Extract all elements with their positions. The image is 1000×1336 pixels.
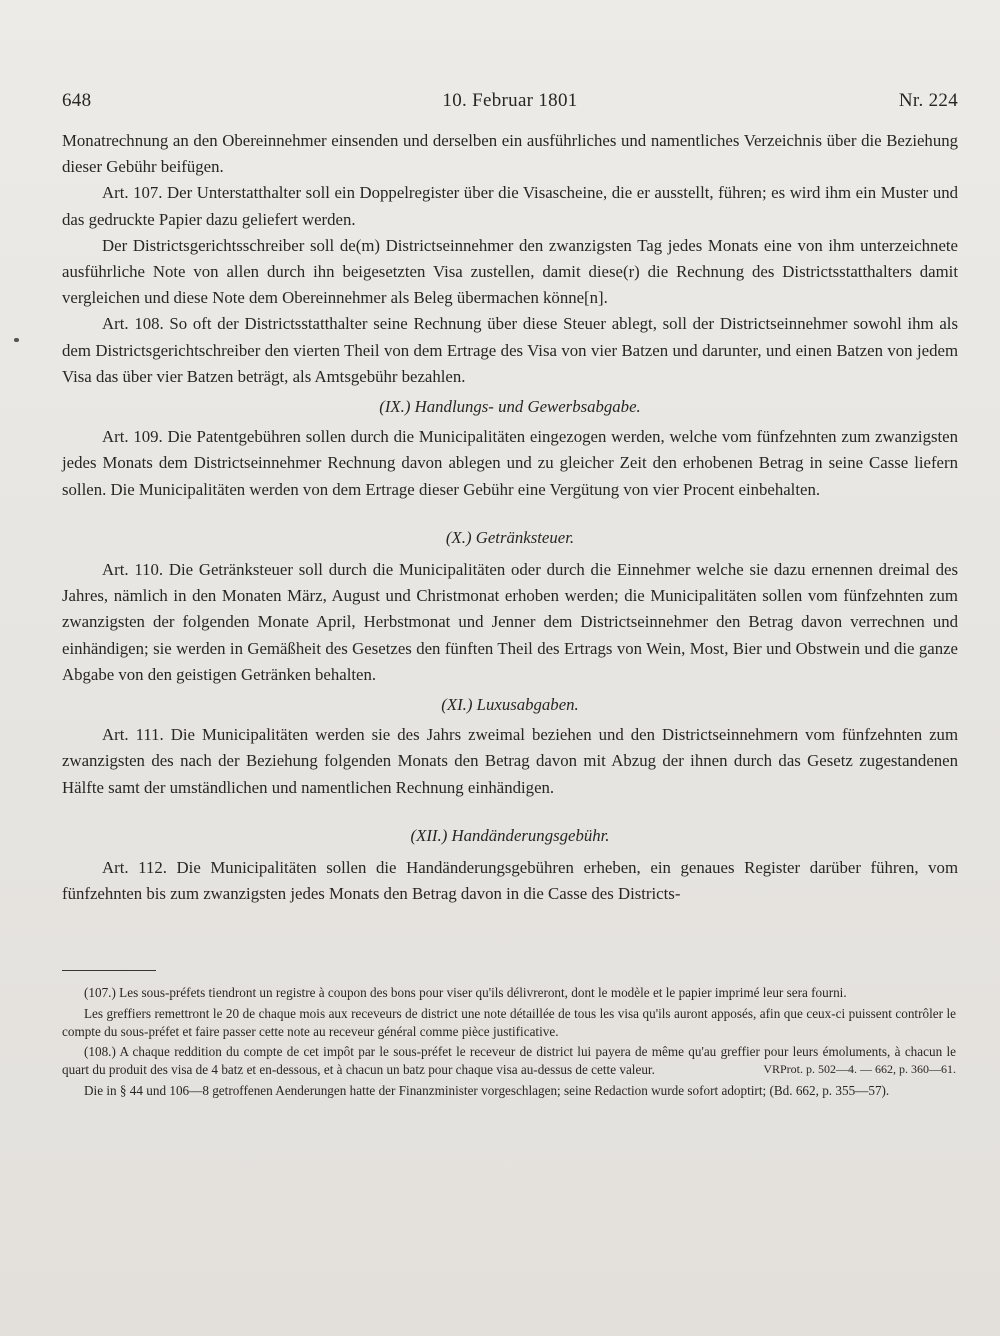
ink-speck	[14, 338, 19, 342]
article-112: Art. 112. Die Municipalitäten sollen die Handänderungsgebühren erheben, ein genaues Register darüber führen, vom fünfzehnten bis zum zwanzigsten jedes Monats den Betrag davon in die Casse des Districts-	[62, 858, 958, 904]
footnote-editorial: Die in § 44 und 106—8 getroffenen Aenderungen hatte der Finanzminister vorgeschlagen; seine Redaction wurde sofort adoptirt; (Bd. 662, p. 355—57).	[84, 1082, 890, 1098]
article-107: Art. 107. Der Unterstatthalter soll ein Doppelregister über die Visascheine, die er ausstellt, führen; es wird ihm ein Muster und das gedruckte Papier dazu geliefert werden.	[62, 183, 958, 229]
section-heading-ix: (IX.) Handlungs- und Gewerbsabgabe.	[379, 397, 641, 417]
footnote-rule	[62, 970, 156, 971]
header-date: 10. Februar 1801	[442, 90, 578, 111]
running-header	[62, 90, 958, 116]
section-heading-xii: (XII.) Handänderungsgebühr.	[410, 825, 610, 845]
article-110: Art. 110. Die Getränksteuer soll durch die Municipalitäten oder durch die Einnehmer welche sie dazu ernennen dreimal des Jahres, nämlich in den Monaten März, August und Christmonat erhoben werden; die Municipalitäten sollen vom fünfzehnten zum zwanzigsten der folgenden Monate April, Herbstmonat und Jenner dem Districtseinnehmer den Betrag davon verrechnen und einhändigen; sie werden in Gemäßheit des Gesetzes den fünften Theil des Ertrags von Wein, Most, Bier und Obstwein und die ganze Abgabe von den geistigen Getränken behalten.	[62, 560, 958, 684]
main-text	[62, 128, 958, 907]
footnote-citation: VRProt. p. 502—4. — 662, p. 360—61.	[763, 1062, 956, 1077]
footnote-108	[62, 1043, 956, 1079]
section-heading-x: (X.) Getränksteuer.	[445, 527, 575, 547]
article-111: Art. 111. Die Municipalitäten werden sie des Jahrs zweimal beziehen und den Districtseinnehmern vom fünfzehnten zum zwanzigsten des nach der Beziehung folgenden Monats den Betrag davon mit Abzug der ihnen durch das Gesetz zugestandenen Hälfte samt der umständlichen und namentlichen Rechnung einhändigen.	[62, 725, 958, 797]
paragraph: Der Districtsgerichtsschreiber soll de(m) Districtseinnehmer den zwanzigsten Tag jedes Monats eine von ihm unterzeichnete ausführliche Note von allen durch ihn beigesetzten Visa zustellen, damit diese(r) die Rechnung des Districtsstatthalters damit vergleichen und diese Note dem Obereinnehmer als Beleg übermachen könne[n].	[62, 235, 958, 308]
section-heading-xi: (XI.) Luxusabgaben.	[441, 695, 579, 715]
article-109: Art. 109. Die Patentgebühren sollen durch die Municipalitäten eingezogen werden, welche vom fünfzehnten zum zwanzigsten jedes Monats dem Districtseinnehmer Rechnung davon ablegen und zu gleicher Zeit den erhobenen Betrag in seine Casse liefern sollen. Die Municipalitäten werden von dem Ertrage dieser Gebühr eine Vergütung von vier Procent einbehalten.	[62, 427, 958, 499]
footnotes	[62, 984, 956, 1103]
footnote-107: (107.) Les sous-préfets tiendront un registre à coupon des bons pour viser qu'ils délivreront, dont le modèle et le papier imprimé leur sera fourni.	[84, 985, 847, 1000]
paragraph: Monatrechnung an den Obereinnehmer einsenden und derselben ein ausführliches und namentliches Verzeichnis über die Beziehung dieser Gebühr beifügen.	[62, 131, 958, 177]
article-108: Art. 108. So oft der Districtsstatthalter seine Rechnung über diese Steuer ablegt, soll der Districtseinnehmer sowohl ihm als dem Districtsgerichtschreiber den vierten Theil von dem Ertrage des Visa von vier Batzen und darunter, und einen Batzen von jedem Visa das über vier Batzen beträgt, als Amtsgebühr bezahlen.	[62, 314, 958, 386]
document-number: Nr. 224	[898, 90, 958, 111]
page-number: 648	[62, 90, 92, 111]
footnote-108-text: (108.) A chaque reddition du compte de cet impôt par le sous-préfet le receveur de district lui payera de même qu'au greffier pour leurs émoluments, à chacun le quart du produit des visa de 4 batz et en-dessous, et à chacun un batz pour chaque visa au-dessus de cette valeur.	[62, 1044, 956, 1078]
footnote-107-continued: Les greffiers remettront le 20 de chaque mois aux receveurs de district une note détaillée de tous les visa qu'ils auront apposés, afin que ceux-ci puissent contrôler le compte du sous-préfet et faire passer cette note au receveur général comme pièce justificative.	[62, 1005, 956, 1039]
